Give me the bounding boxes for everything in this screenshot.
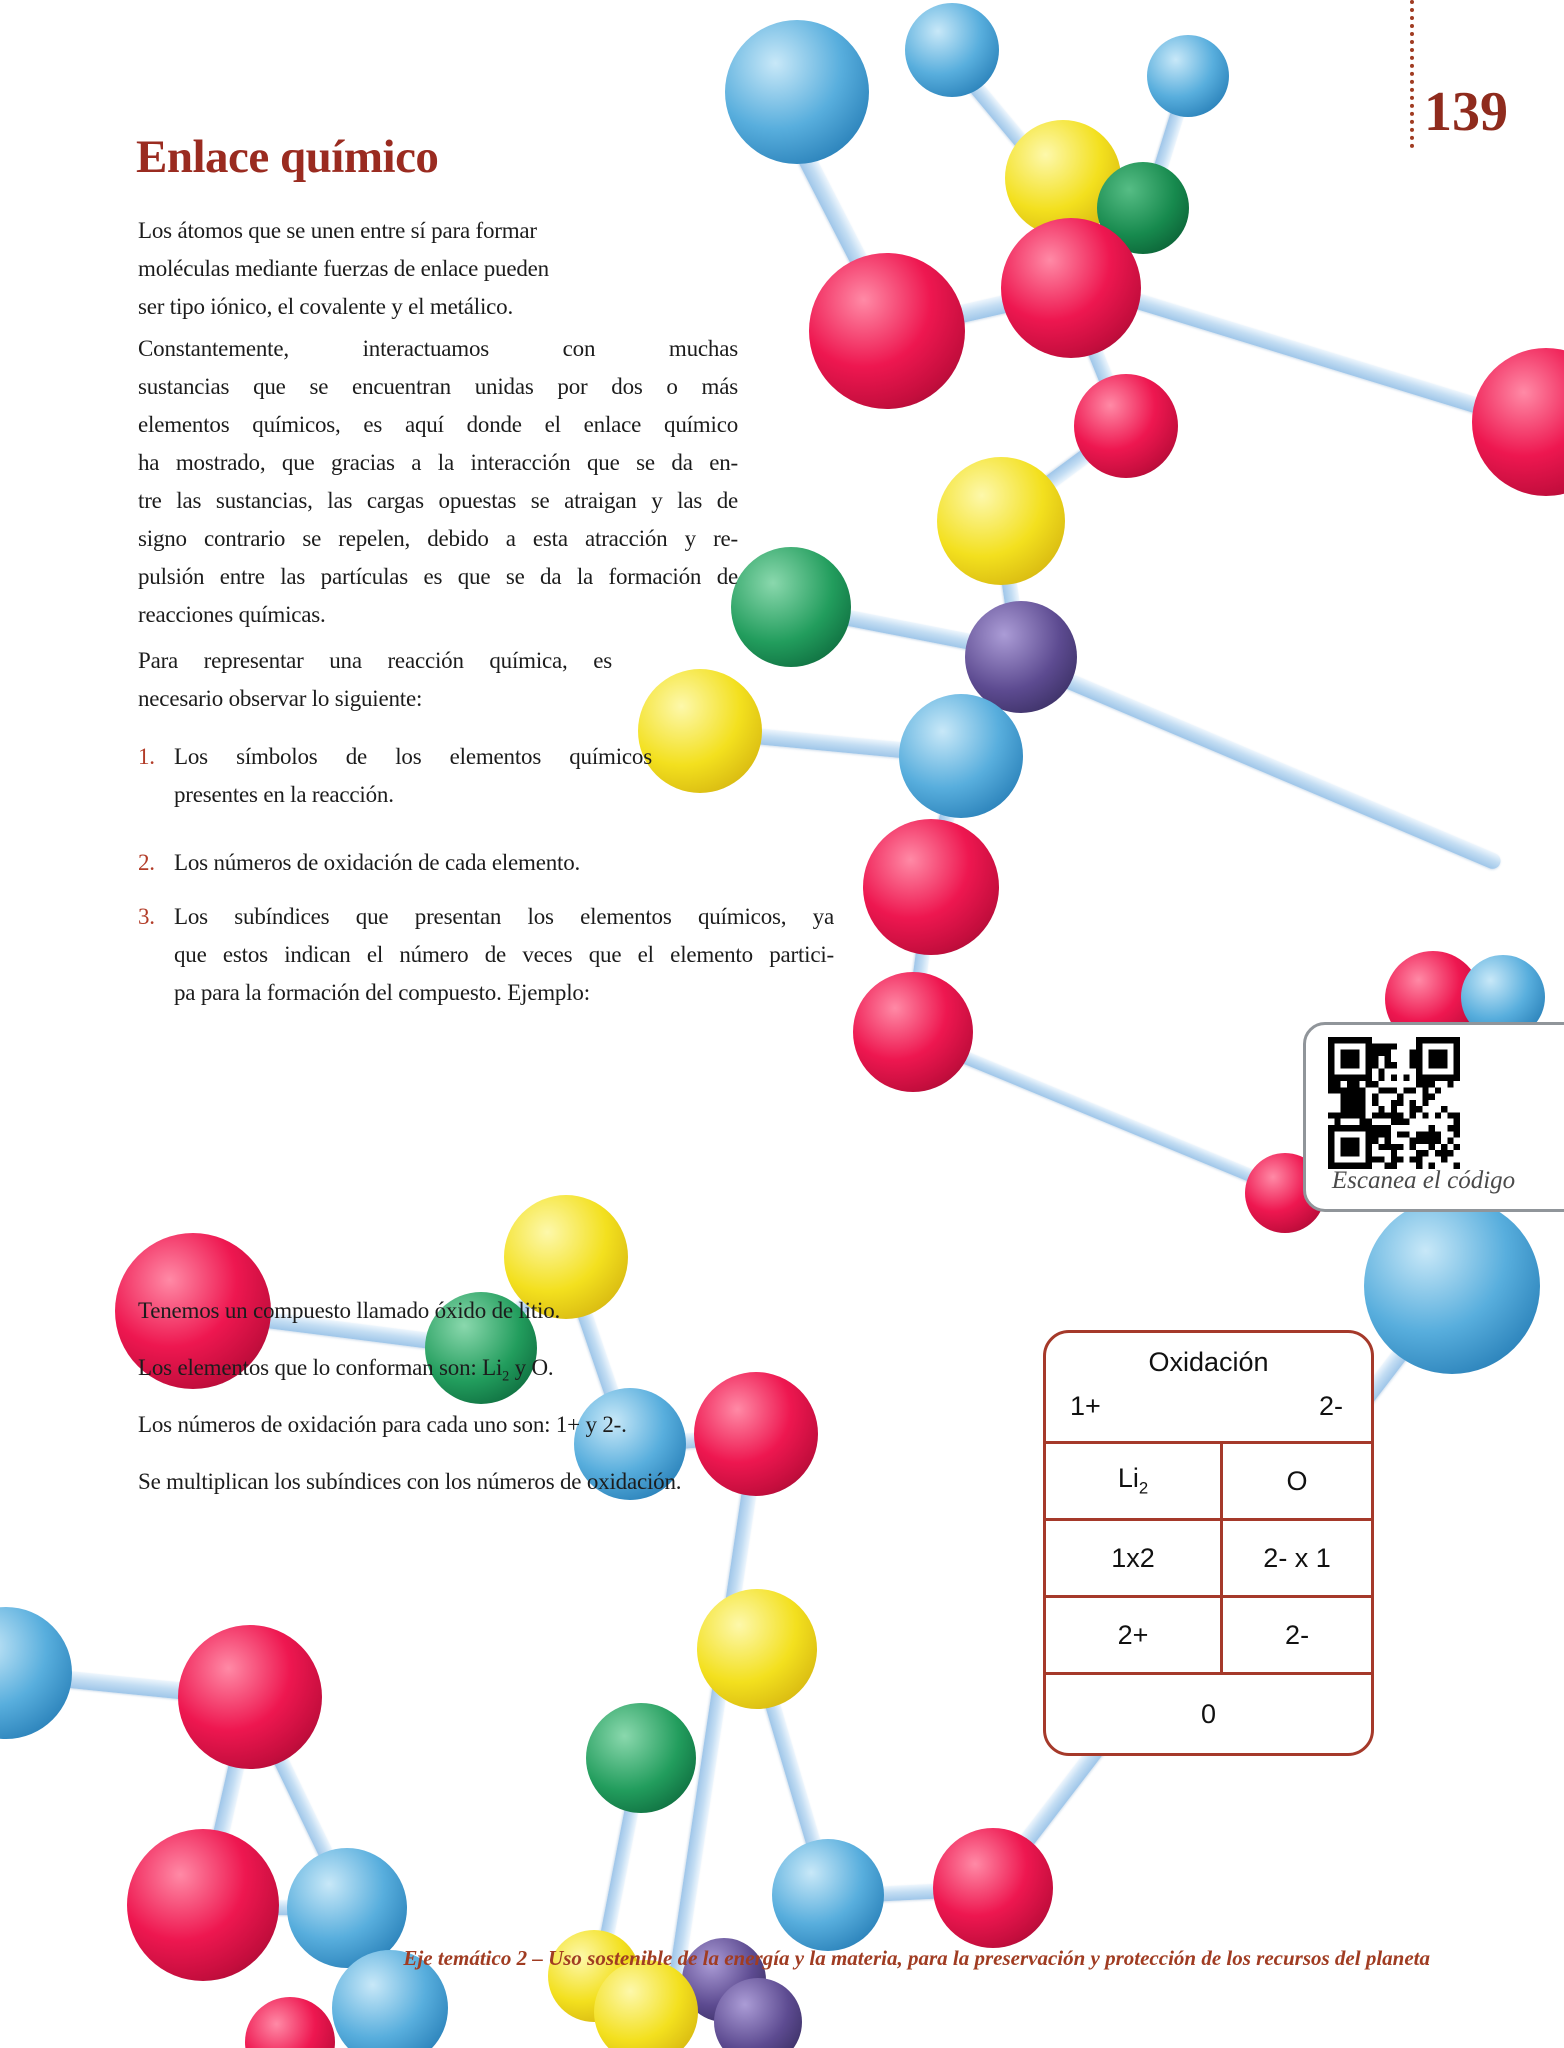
molecule-ball: [863, 819, 999, 955]
page-title: Enlace químico: [136, 131, 439, 183]
oxidation-number-left: 1+: [1070, 1391, 1101, 1421]
molecule-ball: [1147, 35, 1229, 117]
molecule-ball: [731, 547, 851, 667]
list-item: [138, 738, 652, 814]
example-text: y O.: [509, 1355, 554, 1380]
molecule-ball: [772, 1839, 884, 1951]
table-cell: 2-: [1285, 1619, 1310, 1650]
molecule-ball: [1074, 374, 1178, 478]
molecule-ball: [937, 457, 1065, 585]
page-number: 139: [1424, 81, 1508, 143]
text-line: necesario observar lo siguiente:: [138, 686, 423, 711]
text-line: sustancias que se encuentran unidas por dos o más: [138, 374, 738, 399]
text-line: elementos químicos, es aquí donde el enlace químico: [138, 412, 738, 437]
list-item: [138, 844, 814, 882]
qr-caption: Escanea el código: [1331, 1167, 1516, 1194]
molecule-ball: [0, 1607, 72, 1739]
molecule-ball: [899, 694, 1023, 818]
list-item: [138, 898, 834, 1012]
table-cell: O: [1286, 1465, 1308, 1496]
molecule-ball: [127, 1829, 279, 1981]
dotted-divider: [1410, 0, 1414, 148]
table-row: [1046, 1444, 1371, 1521]
text-line: ser tipo iónico, el covalente y el metálico.: [138, 294, 514, 319]
molecule-stick: [1021, 655, 1503, 872]
molecule-ball: [965, 601, 1077, 713]
subscript: 2: [502, 1368, 510, 1385]
table-cell: 2+: [1046, 1598, 1223, 1672]
intro-paragraph: [138, 212, 618, 326]
page-footer: Eje temático 2 – Uso sostenible de la energía y la materia, para la preservación y protección de los recursos del planeta: [403, 1946, 1430, 1970]
molecule-ball: [697, 1589, 817, 1709]
molecule-ball: [245, 1997, 335, 2048]
subscript: 2: [1138, 1478, 1149, 1498]
table-cell: [1046, 1444, 1223, 1518]
molecule-ball: [809, 253, 965, 409]
text-line: que estos indican el número de veces que el elemento partici-: [174, 942, 834, 967]
text-line: Los subíndices que presentan los elementos químicos, ya: [174, 904, 834, 929]
body-paragraph: [138, 330, 738, 634]
list-number: 1.: [138, 744, 155, 769]
text-line: ha mostrado, que gracias a la interacción que se da en-: [138, 450, 738, 475]
list-number: 3.: [138, 904, 155, 929]
oxidation-number-right: 2-: [1318, 1391, 1343, 1421]
table-footer-cell: 0: [1200, 1698, 1217, 1729]
molecule-ball: [1472, 348, 1564, 496]
molecule-ball: [725, 20, 869, 164]
table-header: [1046, 1333, 1371, 1444]
text-line: signo contrario se repelen, debido a esta atracción y re-: [138, 526, 738, 551]
text-line: Los números de oxidación de cada elemento.: [174, 850, 581, 875]
example-line: [138, 1351, 838, 1394]
example-line: Tenemos un compuesto llamado óxido de litio.: [138, 1298, 561, 1323]
list-number: 2.: [138, 850, 155, 875]
text-line: reacciones químicas.: [138, 602, 326, 627]
text-line: Los símbolos de los elementos químicos: [174, 744, 652, 769]
text-line: tre las sustancias, las cargas opuestas se atraigan y las de: [138, 488, 738, 513]
text-line: Para representar una reacción química, es: [138, 648, 612, 673]
text-line: pa para la formación del compuesto. Ejemplo:: [174, 980, 590, 1005]
table-cell: 2- x 1: [1263, 1542, 1331, 1573]
table-row: [1046, 1598, 1371, 1675]
qr-code: [1328, 1037, 1460, 1169]
molecule-ball: [638, 669, 762, 793]
text-line: pulsión entre las partículas es que se da la formación de: [138, 564, 738, 589]
example-text: Los elementos que lo conforman son: Li: [138, 1355, 503, 1380]
text-line: presentes en la reacción.: [174, 782, 394, 807]
table-cell: 1x2: [1046, 1521, 1223, 1595]
body-paragraph: [138, 642, 612, 718]
molecule-ball: [178, 1625, 322, 1769]
oxidation-table: [1043, 1330, 1374, 1756]
table-title: Oxidación: [1148, 1347, 1269, 1377]
example-line: Los números de oxidación para cada uno son: 1+ y 2-.: [138, 1412, 627, 1437]
molecule-stick: [915, 1031, 1285, 1194]
molecule-ball: [933, 1828, 1053, 1948]
molecule-ball: [1364, 1198, 1540, 1374]
text-line: moléculas mediante fuerzas de enlace pueden: [138, 256, 549, 281]
molecule-ball: [1001, 218, 1141, 358]
molecule-ball: [586, 1703, 696, 1813]
text-line: Los átomos que se unen entre sí para formar: [138, 218, 537, 243]
qr-card: [1303, 1022, 1564, 1212]
cell-text: Li: [1117, 1463, 1139, 1494]
molecule-ball: [853, 972, 973, 1092]
table-row: [1046, 1521, 1371, 1598]
example-line: Se multiplican los subíndices con los números de oxidación.: [138, 1469, 682, 1494]
text-line: Constantemente, interactuamos con muchas: [138, 336, 738, 361]
molecule-ball: [905, 3, 999, 97]
